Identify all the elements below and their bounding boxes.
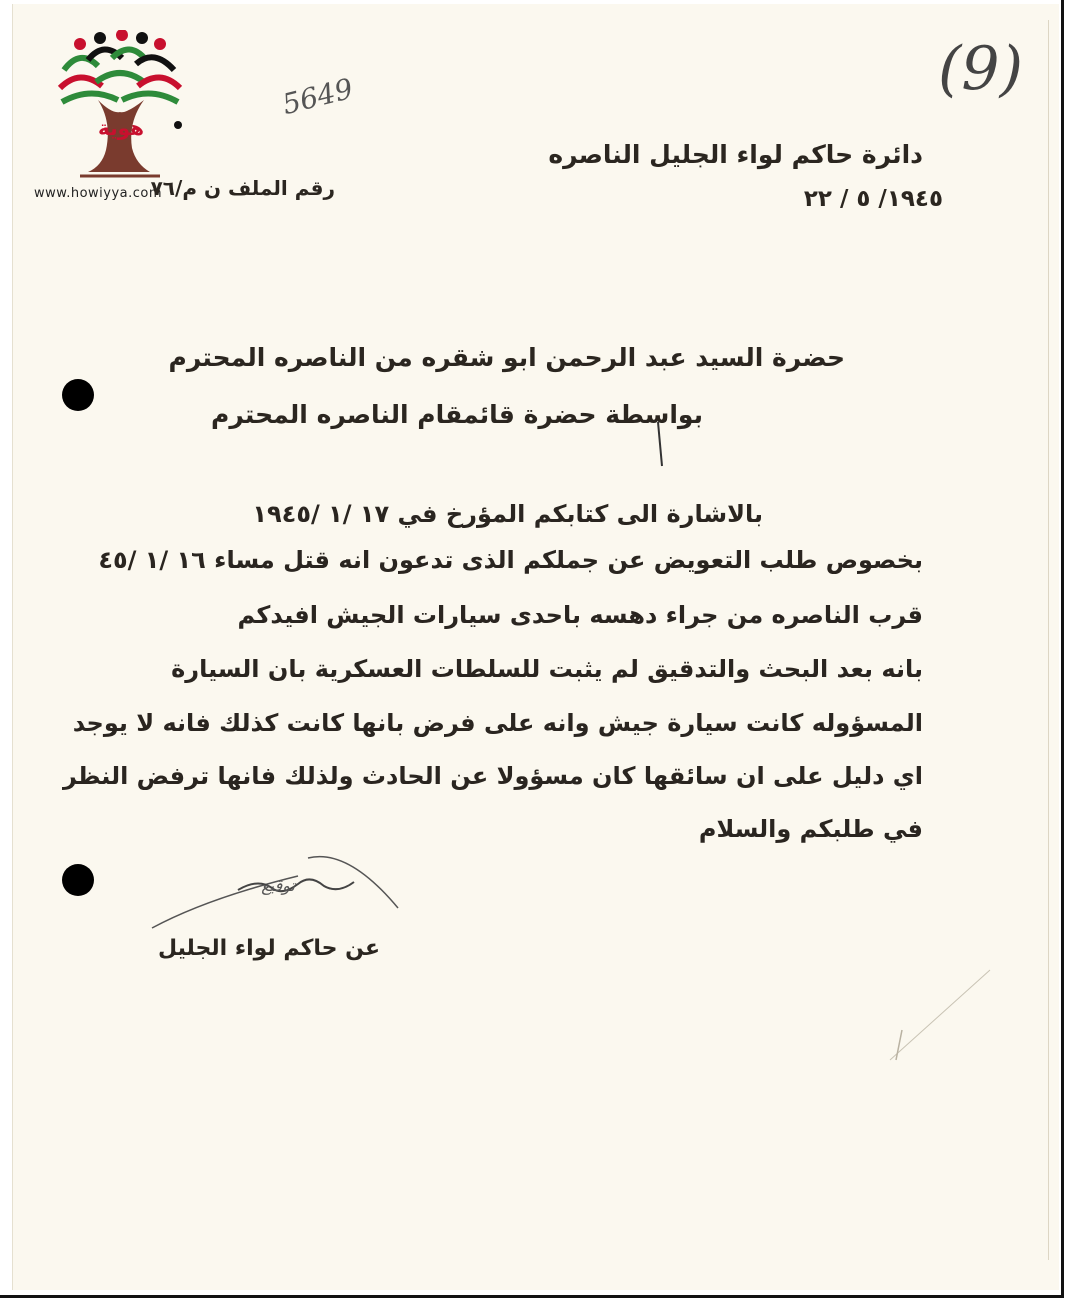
punch-hole-bottom	[62, 864, 94, 896]
faint-pencil-mark	[880, 960, 1000, 1070]
sender-line: عن حاكم لواء الجليل	[157, 936, 380, 961]
body-line-3: قرب الناصره من جراء دهسه باحدى سيارات الجيش افيدكم	[237, 601, 923, 629]
pencil-stroke	[650, 420, 670, 470]
file-number: رقم الملف ن م/٧٦	[150, 176, 335, 200]
body-line-5: المسؤوله كانت سيارة جيش وانه على فرض بانها كانت كذلك فانه لا يوجد	[72, 709, 923, 737]
pencil-doc-number: 5649	[279, 71, 357, 122]
body-line-1: بالاشارة الى كتابكم المؤرخ في ١٧ /١ /١٩٤٥	[252, 500, 763, 528]
pencil-page-number: (9)	[938, 34, 1023, 104]
tree-logo-icon	[40, 30, 200, 180]
body-line-4: بانه بعد البحث والتدقيق لم يثبت للسلطات العسكرية بان السيارة	[171, 655, 923, 683]
body-line-7: في طلبكم والسلام	[698, 815, 923, 843]
body-line-6: اي دليل على ان سائقها كان مسؤولا عن الحادث ولذلك فانها ترفض النظر	[62, 762, 923, 790]
signature-scribble: توقيع	[261, 876, 295, 895]
addressee-line: حضرة السيد عبد الرحمن ابو شقره من الناصره المحترم	[168, 343, 845, 372]
punch-hole-top	[62, 379, 94, 411]
via-line: بواسطة حضرة قائمقام الناصره المحترم	[211, 400, 703, 429]
body-line-2: بخصوص طلب التعويض عن جملكم الذى تدعون انه قتل مساء ١٦ /١ /٤٥	[98, 546, 923, 574]
logo-url: www.howiyya.com	[34, 186, 163, 201]
department-heading: دائرة حاكم لواء الجليل الناصره	[548, 140, 923, 169]
ink-dot	[174, 121, 182, 129]
letter-date: ١٩٤٥/ ٥ / ٢٢	[803, 186, 943, 212]
margin-line	[1048, 20, 1049, 1260]
logo-arabic: هوية	[98, 116, 145, 140]
